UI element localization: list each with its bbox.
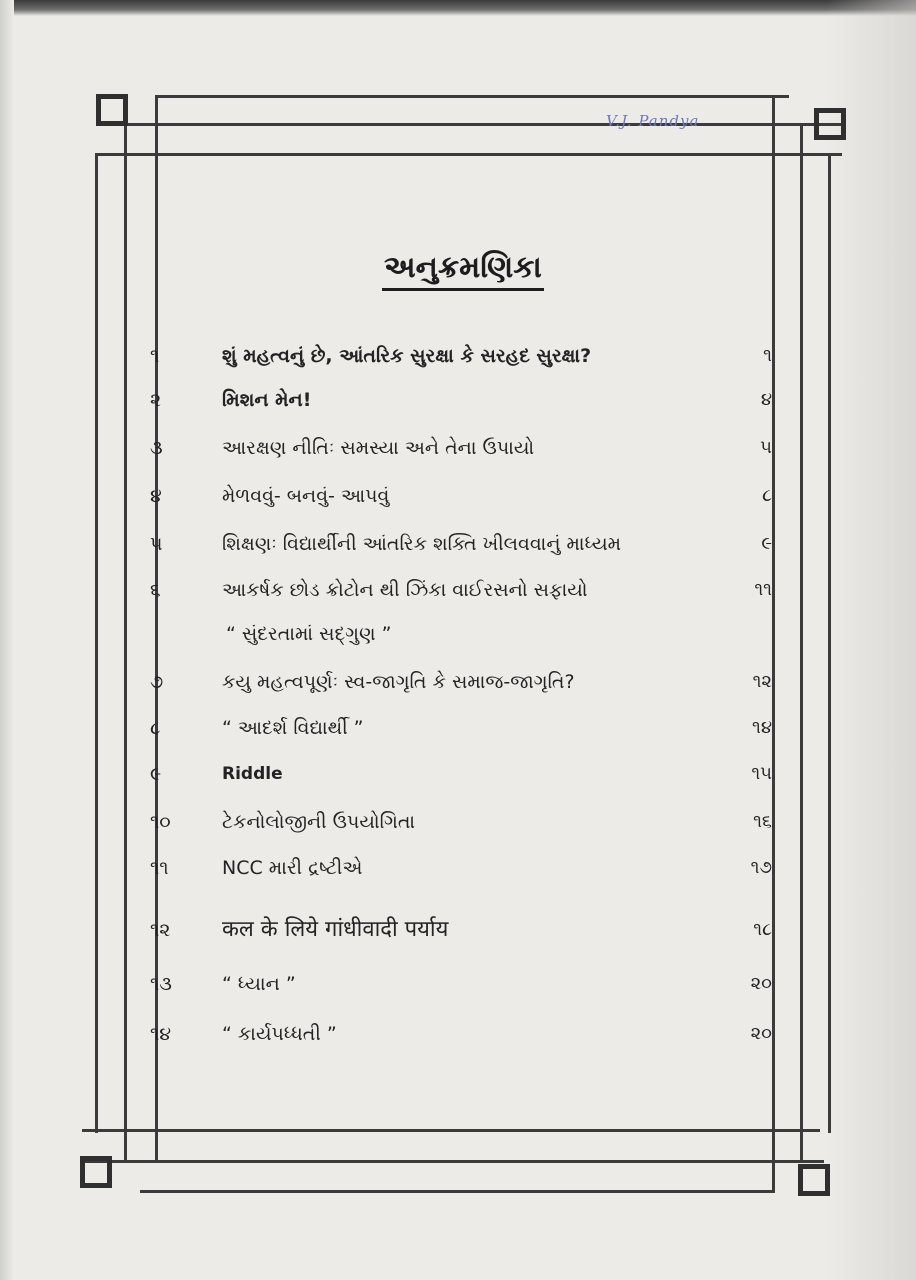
toc-entry bbox=[0, 526, 916, 562]
entry-number: ૧ bbox=[150, 345, 160, 367]
frame-line-top-outer bbox=[100, 123, 844, 126]
toc-entry bbox=[0, 710, 916, 746]
entry-number: ૭ bbox=[150, 671, 164, 693]
frame-corner-square-top-left bbox=[96, 94, 128, 126]
entry-subtitle: “ સુંદરતામાં સદ્ગુણ ” bbox=[226, 623, 392, 645]
entry-page: ૧૮ bbox=[753, 919, 772, 940]
frame-line-bottom-outer bbox=[84, 1160, 824, 1163]
toc-entry bbox=[0, 804, 916, 840]
entry-number: ૩ bbox=[150, 437, 163, 459]
toc-entry bbox=[0, 664, 916, 700]
entry-number: ૧૪ bbox=[150, 1023, 172, 1045]
entry-number: ૧૦ bbox=[150, 811, 171, 833]
entry-page: ૧૪ bbox=[752, 717, 772, 738]
toc-entry bbox=[0, 966, 916, 1002]
entry-title: ટેકનોલોજીની ઉપયોગિતા bbox=[222, 811, 416, 833]
entry-title: “ કાર્યપધ્ધતી ” bbox=[222, 1023, 337, 1045]
page-title: અનુક્રમણિકા bbox=[382, 248, 544, 291]
entry-page: ૧૭ bbox=[750, 857, 772, 878]
entry-number: ૧૩ bbox=[150, 973, 172, 995]
entry-page: ૨૦ bbox=[750, 1023, 772, 1044]
entry-number: ૪ bbox=[150, 485, 162, 507]
entry-page: ૧ bbox=[763, 345, 772, 366]
toc-entry bbox=[0, 478, 916, 514]
toc-entry bbox=[0, 338, 916, 374]
frame-corner-square-bottom-right bbox=[798, 1164, 830, 1196]
entry-page: ૯ bbox=[761, 533, 772, 554]
toc-entry bbox=[0, 1016, 916, 1052]
entry-number: ૧૨ bbox=[150, 919, 171, 941]
toc-entry bbox=[0, 430, 916, 466]
entry-title: कल के लिये गांधीवादी पर्याय bbox=[222, 917, 449, 942]
entry-title: “ આદર્શ વિદ્યાર્થી ” bbox=[222, 717, 364, 739]
frame-line-right-outer bbox=[800, 125, 803, 1163]
toc-entry bbox=[0, 756, 916, 792]
entry-number: ૨ bbox=[150, 389, 162, 411]
entry-page: ૨૦ bbox=[750, 973, 772, 994]
entry-title: Riddle bbox=[222, 764, 283, 784]
entry-number: ૯ bbox=[150, 763, 162, 785]
frame-corner-square-bottom-left bbox=[80, 1156, 112, 1188]
frame-line-bottom-short bbox=[140, 1190, 774, 1193]
entry-number: ૧૧ bbox=[150, 857, 169, 879]
entry-title: NCC મારી દ્રષ્ટીએ bbox=[222, 857, 363, 879]
entry-page: ૪ bbox=[760, 389, 772, 410]
entry-page: ૮ bbox=[762, 485, 772, 506]
frame-line-bottom-inner bbox=[82, 1129, 820, 1132]
frame-corner-square-top-right bbox=[814, 108, 846, 140]
entry-page: ૫ bbox=[760, 437, 772, 458]
frame-line-left-outer bbox=[124, 96, 127, 1162]
entry-title: આકર્ષક છોડ ક્રોટોન થી ઝિંકા વાઈરસનો સફાયો bbox=[222, 579, 588, 601]
entry-title: કયુ મહત્વપૂર્ણઃ સ્વ-જાગૃતિ કે સમાજ-જાગૃતિ? bbox=[222, 671, 575, 693]
entry-page: ૧૧ bbox=[754, 579, 772, 600]
entry-title: આરક્ષણ નીતિઃ સમસ્યા અને તેના ઉપાયો bbox=[222, 437, 535, 459]
entry-number: ૬ bbox=[150, 579, 161, 601]
toc-entry bbox=[0, 850, 916, 886]
entry-title: “ ધ્યાન ” bbox=[222, 973, 296, 995]
entry-page: ૧૫ bbox=[751, 763, 772, 784]
entry-title: શું મહત્વનું છે, આંતરિક સુરક્ષા કે સરહદ સુરક્ષા? bbox=[222, 345, 592, 367]
entry-page: ૧૨ bbox=[752, 671, 772, 692]
entry-title: શિક્ષણઃ વિદ્યાર્થીની આંતરિક શક્તિ ખીલવવાનું માધ્યમ bbox=[222, 533, 622, 555]
entry-title: મિશન મેન! bbox=[222, 389, 312, 411]
frame-line-top-short bbox=[155, 95, 789, 98]
entry-number: ૮ bbox=[150, 717, 161, 739]
handwritten-signature: V.J. Pandya bbox=[606, 112, 700, 130]
frame-line-top-inner bbox=[95, 153, 842, 156]
toc-entry bbox=[0, 572, 916, 608]
entry-title: મેળવવું- બનવું- આપવું bbox=[222, 485, 390, 507]
page-top-edge bbox=[0, 0, 916, 16]
entry-number: ૫ bbox=[150, 533, 163, 555]
entry-page: ૧૬ bbox=[753, 811, 772, 832]
toc-entry bbox=[0, 382, 916, 418]
page-left-edge bbox=[0, 0, 14, 1280]
toc-entry bbox=[0, 912, 916, 948]
page-shadow bbox=[826, 0, 916, 1280]
